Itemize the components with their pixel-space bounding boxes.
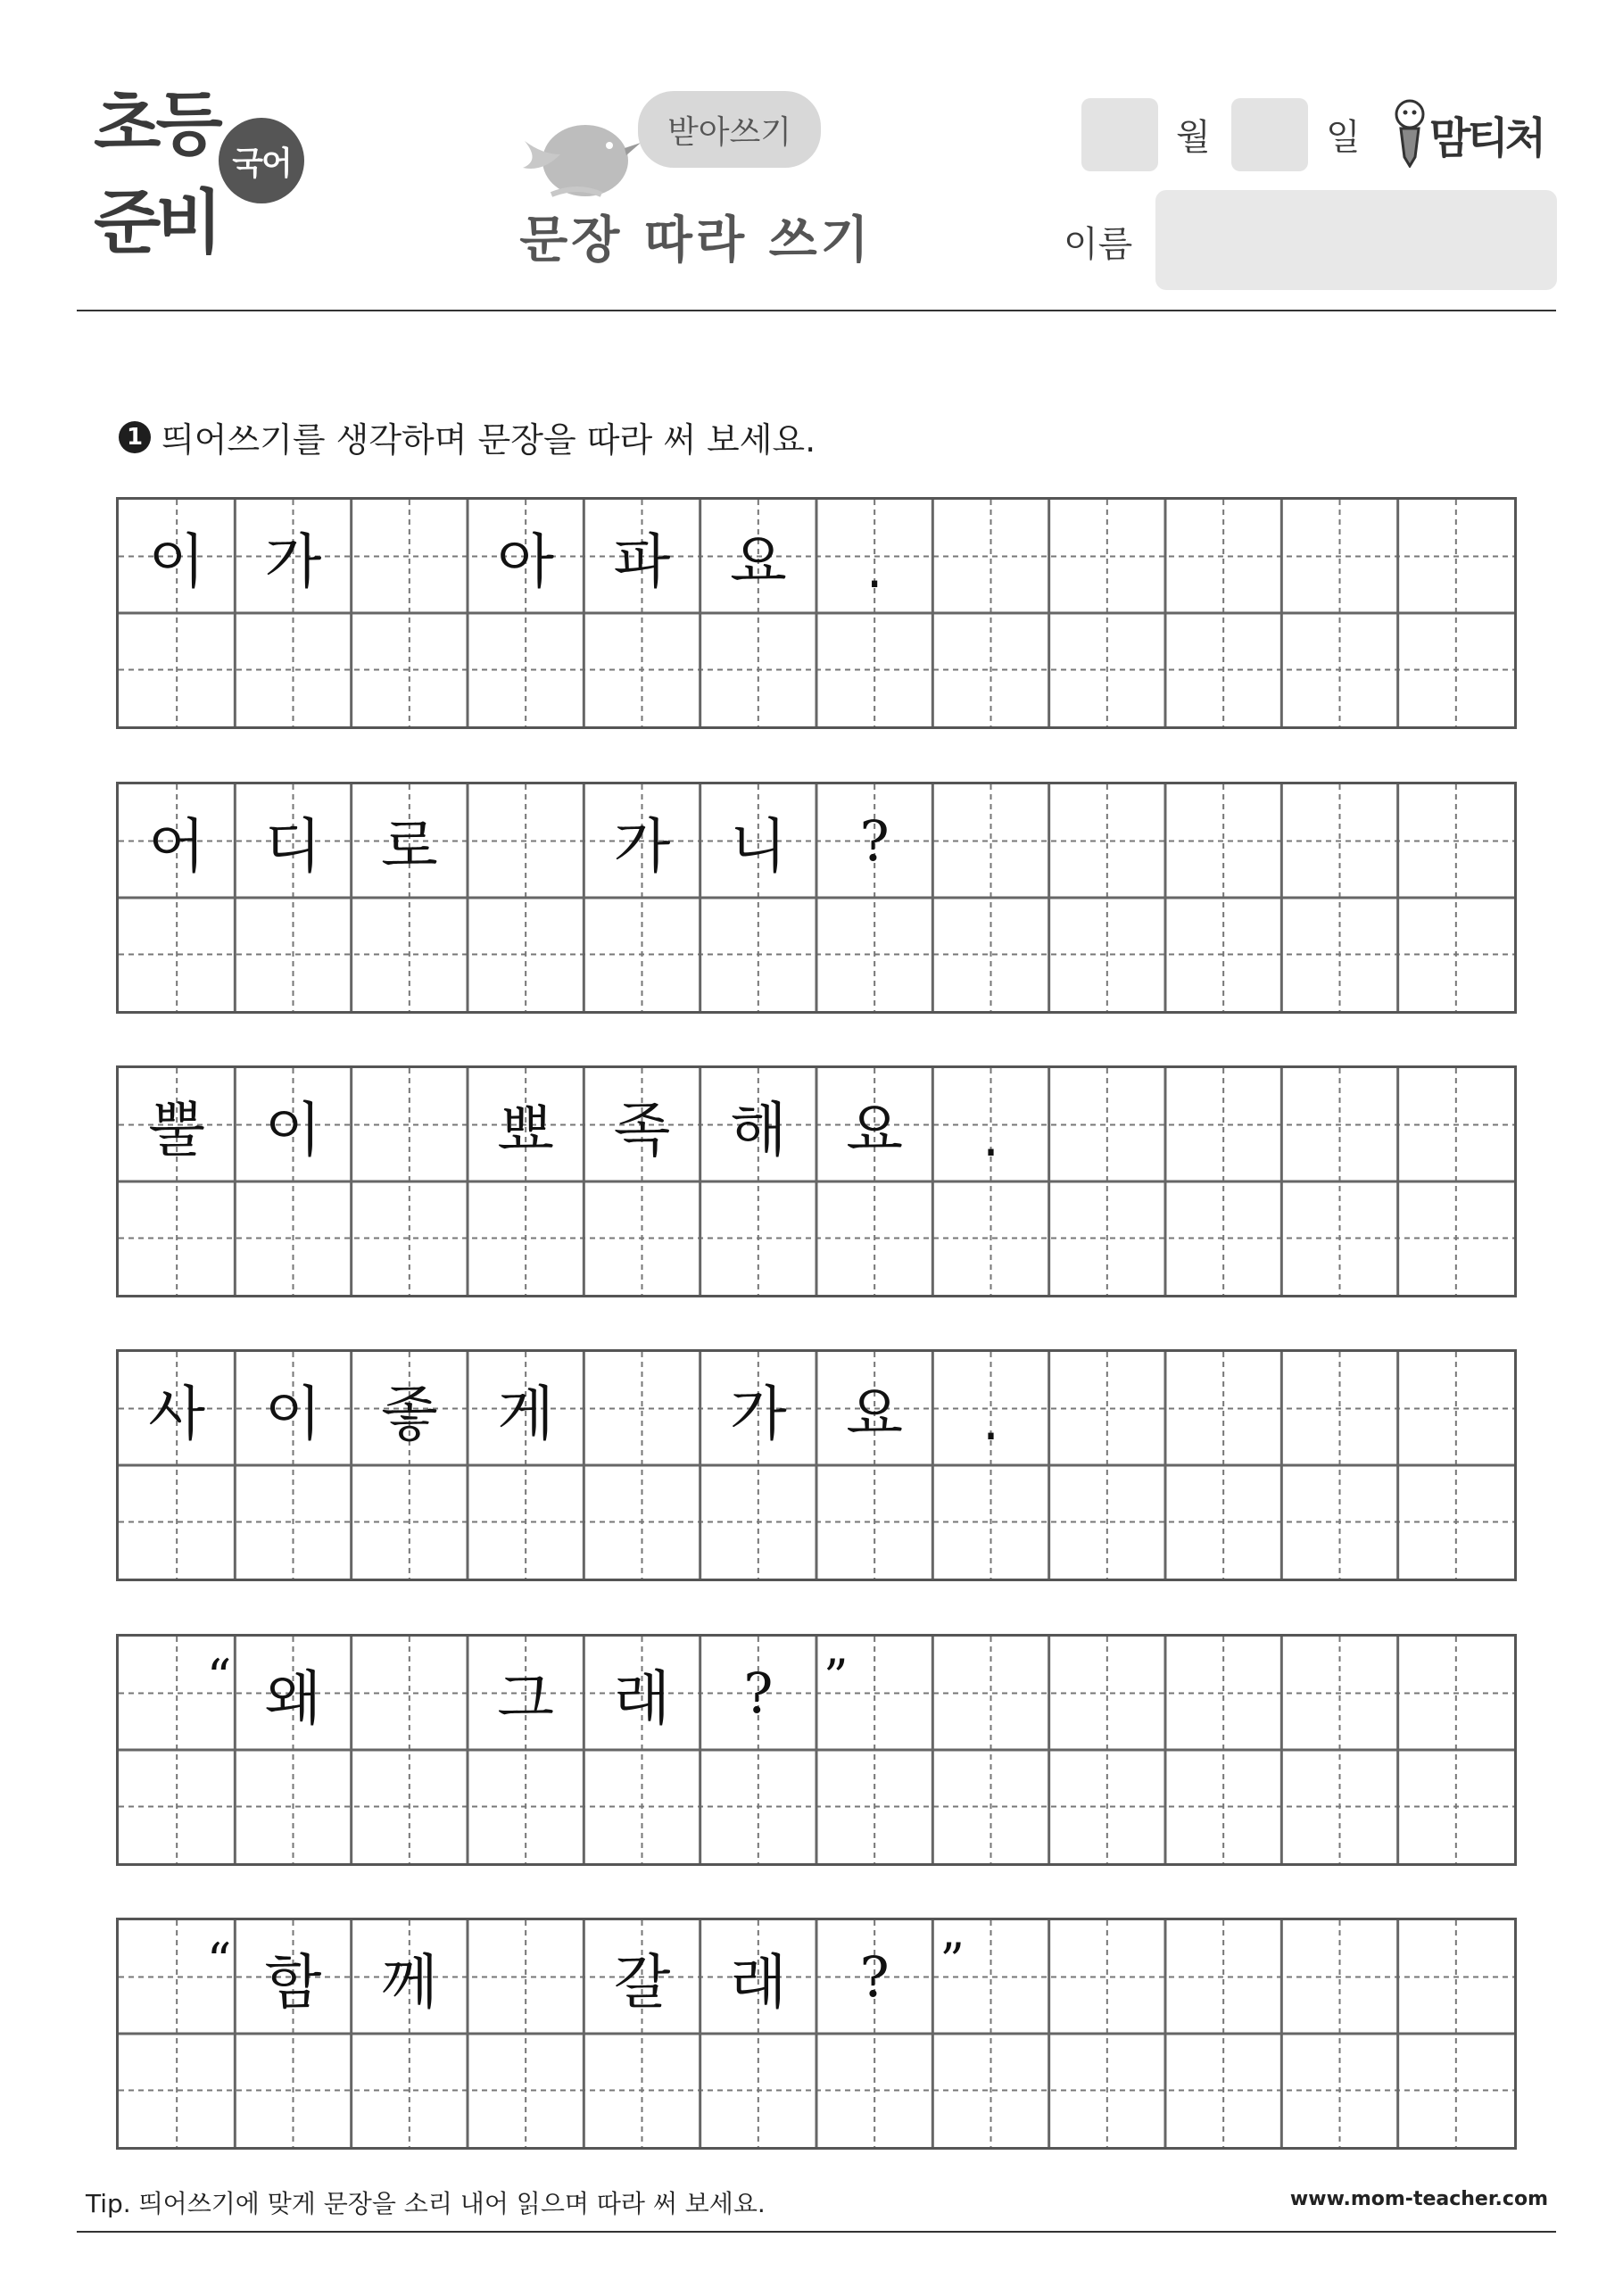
grid-cell-char: “ — [206, 1649, 232, 1705]
grid-cell-char: 그 — [497, 1664, 555, 1733]
grid-cell-char: “ — [206, 1933, 232, 1989]
logo-text-top: 초등 — [94, 85, 218, 165]
grid-cell-char: ? — [743, 1661, 774, 1726]
grid-cell-char: 족 — [613, 1096, 671, 1165]
grid-cell-char: 왜 — [264, 1664, 322, 1733]
writing-grid-6[interactable] — [116, 1918, 1517, 2150]
subject-badge: 국어 — [219, 118, 304, 203]
grid-cell-char: 께 — [380, 1948, 438, 2017]
grid-cell-char: 요 — [729, 527, 787, 596]
writing-grid-3[interactable] — [116, 1065, 1517, 1297]
grid-cell-char: 뾰 — [497, 1096, 555, 1165]
tip-text: Tip. 띄어쓰기에 맞게 문장을 소리 내어 읽으며 따라 써 보세요. — [86, 2189, 766, 2218]
grid-cell-char: 사 — [148, 1380, 206, 1448]
brand-logo — [1392, 98, 1561, 170]
worksheet-title: 문장 따라 쓰기 — [519, 211, 873, 269]
grid-cell-char: . — [981, 1107, 1000, 1169]
writing-grid-5[interactable] — [116, 1634, 1517, 1866]
instruction-text: 띄어쓰기를 생각하며 문장을 따라 써 보세요. — [161, 420, 816, 460]
grid-cell-char: 함 — [264, 1948, 322, 2017]
grid-cell-char: . — [981, 1390, 1000, 1453]
grid-cell-char: 파 — [613, 527, 671, 596]
grid-cell-char: 로 — [380, 812, 438, 881]
grid-cell-char: 래 — [613, 1664, 671, 1733]
grid-cell-char: 갈 — [613, 1948, 671, 2017]
grid-cell-char: 니 — [729, 812, 787, 881]
month-field[interactable] — [1081, 98, 1158, 171]
grid-cell-char: 가 — [613, 812, 671, 881]
instruction — [119, 412, 816, 461]
day-field[interactable] — [1231, 98, 1308, 171]
grid-cell-char: 가 — [729, 1380, 787, 1448]
grid-cell-char: ” — [824, 1649, 849, 1705]
grid-cell-char: ” — [940, 1933, 965, 1989]
grid-cell-char: 아 — [497, 527, 555, 596]
bird-icon — [516, 105, 650, 203]
grid-cell-char: 이 — [148, 527, 206, 596]
writing-grid-1[interactable] — [116, 497, 1517, 729]
footer-divider — [77, 2231, 1556, 2233]
logo-text-bottom: 준비 — [94, 183, 218, 263]
writing-grid-2[interactable] — [116, 782, 1517, 1014]
grid-cell-char: . — [865, 538, 883, 601]
brand-name: 맘티처 — [1429, 113, 1544, 163]
grid-cell-char: 가 — [264, 527, 322, 596]
grid-cell-char: 뿔 — [148, 1096, 206, 1165]
name-field[interactable] — [1155, 190, 1557, 290]
website-url: www.mom-teacher.com — [1289, 2188, 1548, 2210]
grid-cell-char: 어 — [148, 812, 206, 881]
header-divider — [77, 310, 1556, 311]
logo — [94, 85, 335, 294]
day-label: 일 — [1326, 117, 1361, 158]
month-label: 월 — [1176, 117, 1211, 158]
grid-cell-char: ? — [859, 1944, 890, 2010]
grid-cell-char: 래 — [729, 1948, 787, 2017]
instruction-number: 1 — [119, 421, 151, 453]
category-pill: 받아쓰기 — [638, 91, 821, 168]
pencil-mascot-icon — [1392, 98, 1428, 168]
grid-cell-char: 이 — [264, 1380, 322, 1448]
grid-cell-char: 게 — [497, 1380, 555, 1448]
grid-cell-char: 해 — [729, 1096, 787, 1165]
grid-cell-char: ? — [859, 808, 890, 874]
grid-cell-char: 좋 — [380, 1380, 438, 1448]
name-label: 이름 — [1064, 224, 1133, 265]
grid-cell-char: 이 — [264, 1096, 322, 1165]
writing-grid-4[interactable] — [116, 1349, 1517, 1581]
grid-cell-char: 요 — [846, 1096, 904, 1165]
grid-cell-char: 디 — [264, 812, 322, 881]
grid-cell-char: 요 — [846, 1380, 904, 1448]
